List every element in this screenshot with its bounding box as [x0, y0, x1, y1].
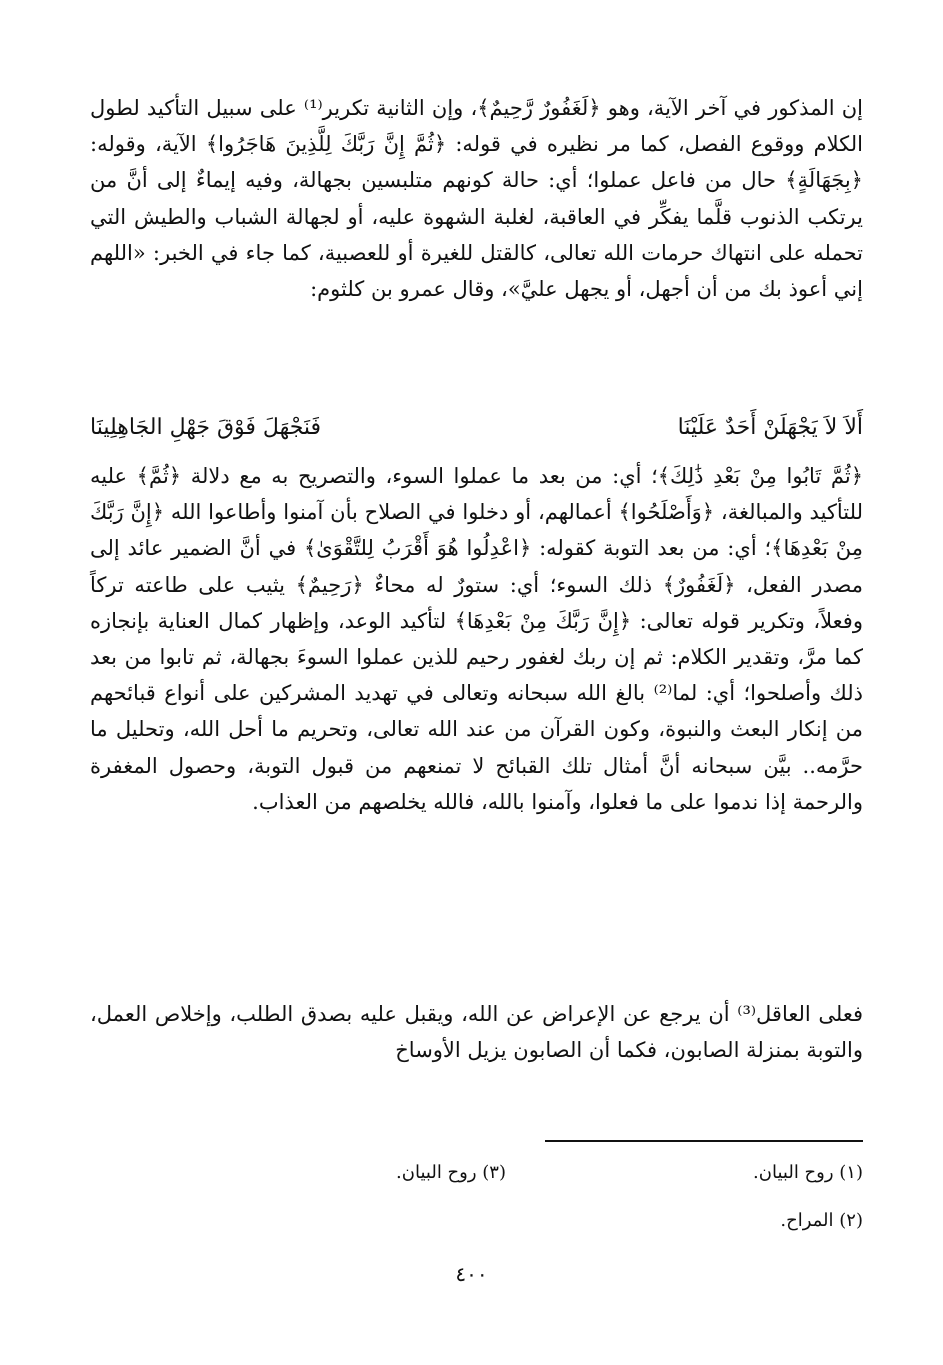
paragraph-2: ﴿ثُمَّ تَابُوا مِنْ بَعْدِ ذَٰلِكَ﴾؛ أي: من بعد ما عملوا السوء، والتصريح به مع دلالة ﴿ثُمَّ﴾ عليه للتأكيد والمبالغة، ﴿وَأَصْلَحُوا﴾ أعمالهم، أو دخلوا في الصلاح بأن آمنوا وأطاعوا الله ﴿إِنَّ رَبَّكَ مِنْ بَعْدِهَا﴾؛ أي: من بعد التوبة كقوله: ﴿اعْدِلُوا هُوَ أَقْرَبُ لِلتَّقْوَىٰ﴾ في أنَّ الضمير عائد إلى مصدر الفعل، ﴿لَغَفُورٌ﴾ ذلك السوء؛ أي: ستورٌ له محاءٌ ﴿رَحِيمٌ﴾ يثيب على طاعته تركاً وفعلاً، وتكرير قوله تعالى: ﴿إِنَّ رَبَّكَ مِنْ بَعْدِهَا﴾ لتأكيد الوعد، وإظهار كمال العناية بإنجازه كما مرَّ، وتقدير الكلام: ثم إن ربك لغفور رحيم للذين عملوا السوءَ بجهالة، ثم تابوا من بعد ذلك وأصلحوا؛ أي: لما⁽²⁾ بالغ الله سبحانه وتعالى في تهديد المشركين على أنواع قبائحهم من إنكار البعث والنبوة، وكون القرآن من عند الله تعالى، وتحريم ما أحل الله، وتحليل ما حرَّمه.. بيَّن سبحانه أنَّ أمثال تلك القبائح لا تمنعهم من قبول التوبة، وحصول المغفرة والرحمة إذا ندموا على ما فعلوا، وآمنوا بالله، فالله يخلصهم من العذاب. — [90, 464, 864, 814]
footnote-3: (٣) روح البيان. — [396, 1162, 506, 1183]
verse-hemistich-1: أَلاَ لاَ يَجْهَلَنْ أَحَدٌ عَلَيْنَا — [677, 415, 863, 440]
footnote-divider — [545, 1140, 863, 1142]
poetry-verse — [90, 408, 863, 448]
main-text-3 — [90, 996, 863, 1068]
main-text — [90, 90, 863, 307]
footnote-1: (١) روح البيان. — [753, 1162, 863, 1183]
page-number: ٤٠٠ — [455, 1262, 488, 1286]
paragraph-1: إن المذكور في آخر الآية، وهو ﴿لَغَفُورٌ رَّحِيمٌ﴾، وإن الثانية تكرير⁽¹⁾ على سبيل التأكيد لطول الكلام ووقوع الفصل، كما مر نظيره في قوله: ﴿ثُمَّ إِنَّ رَبَّكَ لِلَّذِينَ هَاجَرُوا﴾ الآية، وقوله: ﴿بِجَهَالَةٍ﴾ حال من فاعل عملوا؛ أي: حالة كونهم متلبسين بجهالة، وفيه إيماءٌ إلى أنَّ من يرتكب الذنوب قلَّما يفكِّر في العاقبة، لغلبة الشهوة عليه، أو لجهالة الشباب والطيش التي تحمله على انتهاك حرمات الله تعالى، كالقتل للغيرة أو للعصبية، كما جاء في الخبر: «اللهم إني أعوذ بك من أن أجهل، أو يجهل عليَّ»، وقال عمرو بن كلثوم: — [90, 96, 864, 302]
paragraph-3: فعلى العاقل⁽³⁾ أن يرجع عن الإعراض عن الله، ويقبل عليه بصدق الطلب، وإخلاص العمل، والتوبة بمنزلة الصابون، فكما أن الصابون يزيل الأوساخ — [90, 1002, 864, 1063]
verse-hemistich-2: فَنَجْهَلَ فَوْقَ جَهْلِ الجَاهِلِينَا — [90, 415, 322, 440]
footnote-2: (٢) المراح. — [780, 1210, 863, 1231]
main-text-2 — [90, 458, 863, 820]
